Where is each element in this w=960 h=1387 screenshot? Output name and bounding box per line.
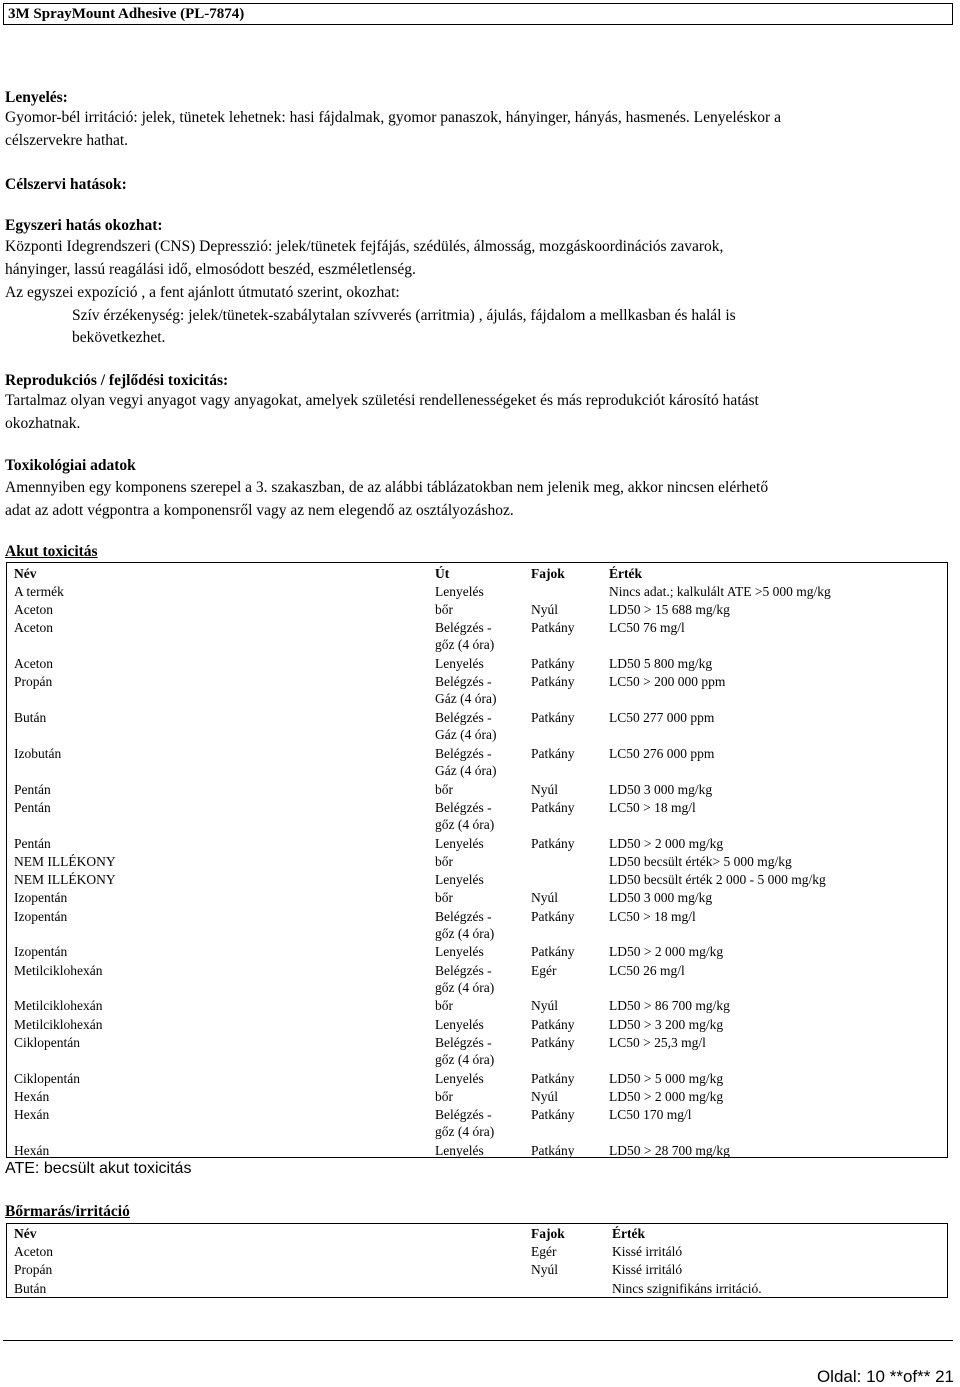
ingestion-text-line1: Gyomor-bél irritáció: jelek, tünetek lehetnek: hasi fájdalmak, gyomor panaszok, hányinger, hányás, hasmenés. Lenyeléskor a <box>5 109 781 126</box>
skin-header-name: Név <box>14 1226 37 1241</box>
repro-text-line2: okozhatnak. <box>5 415 81 432</box>
acute-header-route: Út <box>435 566 450 581</box>
acute-row-species: Patkány <box>531 656 575 672</box>
document-title: 3M SprayMount Adhesive (PL-7874) <box>8 6 245 22</box>
acute-row-species: Nyúl <box>531 1088 558 1104</box>
acute-row-name: Metilciklohexán <box>14 1016 103 1032</box>
acute-row-name: Pentán <box>14 835 51 851</box>
acute-row-value: LD50 becsült érték 2 000 - 5 000 mg/kg <box>609 872 826 888</box>
acute-row-route: bőr <box>435 890 453 906</box>
skin-header-value: Érték <box>612 1226 645 1241</box>
acute-row-name: Izopentán <box>14 908 68 924</box>
acute-row-name: Hexán <box>14 1088 50 1104</box>
acute-row-value: Nincs adat.; kalkulált ATE >5 000 mg/kg <box>609 584 831 599</box>
skin-row-name: Aceton <box>14 1244 53 1259</box>
acute-row-species: Patkány <box>531 800 575 815</box>
skin-row-value: Kissé irritáló <box>612 1262 683 1278</box>
acute-row-species: Nyúl <box>531 602 558 618</box>
acute-row-value: LC50 276 000 ppm <box>609 746 715 761</box>
acute-row-name: Aceton <box>14 602 53 618</box>
acute-row-species: Patkány <box>531 1016 575 1032</box>
acute-row-route-duration: gőz (4 óra) <box>435 925 495 941</box>
acute-row-value: LC50 277 000 ppm <box>609 710 715 726</box>
skin-irritation-table <box>6 1223 948 1298</box>
acute-row-name: Hexán <box>14 1107 50 1122</box>
tox-text-line2: adat az adott végpontra a komponensről vagy az nem elegendő az osztályozáshoz. <box>5 502 514 519</box>
ingestion-text-line2: célszervekre hathat. <box>5 132 129 149</box>
acute-row-species: Patkány <box>531 1142 575 1158</box>
acute-row-route: bőr <box>435 854 453 869</box>
acute-row-route: bőr <box>435 602 453 618</box>
acute-row-species: Nyúl <box>531 998 558 1014</box>
acute-row-route: Belégzés - <box>435 962 492 978</box>
acute-row-value: LD50 > 28 700 mg/kg <box>609 1142 730 1158</box>
acute-row-route: Lenyelés <box>435 1016 484 1032</box>
acute-row-route: Lenyelés <box>435 1070 484 1086</box>
acute-row-name: Propán <box>14 674 53 690</box>
acute-row-route-duration: gőz (4 óra) <box>435 979 495 995</box>
tox-text-line1: Amennyiben egy komponens szerepel a 3. szakaszban, de az alábbi táblázatokban nem jelenik meg, akkor nincsen elérhető <box>5 479 769 496</box>
acute-row-name: Hexán <box>14 1142 50 1158</box>
acute-row-route: Lenyelés <box>435 872 484 888</box>
acute-row-species: Nyúl <box>531 781 558 797</box>
acute-row-name: Aceton <box>14 620 53 636</box>
heart-text-line2: bekövetkezhet. <box>72 329 166 346</box>
acute-row-name: Pentán <box>14 800 51 815</box>
acute-row-species: Patkány <box>531 710 575 726</box>
acute-row-route-duration: gőz (4 óra) <box>435 637 495 653</box>
acute-row-name: A termék <box>14 584 64 599</box>
acute-row-route-duration: gőz (4 óra) <box>435 817 495 832</box>
acute-row-species: Patkány <box>531 1034 575 1050</box>
heart-text-line1: Szív érzékenység: jelek/tünetek-szabálytalan szívverés (arritmia) , ájulás, fájdalom a mellkasban és halál is <box>72 307 736 324</box>
target-organ-heading: Célszervi hatások: <box>5 176 127 193</box>
acute-row-value: LC50 76 mg/l <box>609 620 685 636</box>
acute-row-value: LD50 > 2 000 mg/kg <box>609 835 724 851</box>
acute-row-value: LC50 > 25,3 mg/l <box>609 1034 706 1050</box>
repro-heading: Reprodukciós / fejlődési toxicitás: <box>5 372 229 389</box>
cns-text-line1: Központi Idegrendszeri (CNS) Depresszió: jelek/tünetek fejfájás, szédülés, álmosság, mozgáskoordinációs zavarok, <box>5 238 724 255</box>
acute-row-value: LC50 26 mg/l <box>609 962 685 978</box>
acute-row-value: LC50 > 18 mg/l <box>609 800 696 815</box>
acute-row-route: bőr <box>435 1088 453 1104</box>
cns-text-line2: hányinger, lassú reagálási idő, elmosódott beszéd, eszméletlenség. <box>5 261 416 278</box>
acute-row-route: Lenyelés <box>435 944 484 960</box>
tox-heading: Toxikológiai adatok <box>5 457 136 474</box>
skin-row-name: Propán <box>14 1262 53 1278</box>
acute-row-value: LD50 > 3 200 mg/kg <box>609 1016 724 1032</box>
acute-row-route-duration: Gáz (4 óra) <box>435 691 497 707</box>
acute-row-value: LC50 170 mg/l <box>609 1107 692 1122</box>
acute-row-species: Patkány <box>531 674 575 690</box>
acute-row-route-duration: Gáz (4 óra) <box>435 727 497 743</box>
acute-row-route: Lenyelés <box>435 584 484 599</box>
acute-row-name: Ciklopentán <box>14 1034 80 1050</box>
acute-header-name: Név <box>14 566 37 581</box>
page-number: Oldal: 10 **of** 21 <box>816 1367 954 1386</box>
acute-row-value: LD50 > 15 688 mg/kg <box>609 602 730 618</box>
acute-row-name: Izobután <box>14 746 62 761</box>
acute-row-route: Belégzés - <box>435 674 492 690</box>
skin-row-value: Nincs szignifikáns irritáció. <box>612 1280 762 1296</box>
acute-row-name: Bután <box>14 710 47 726</box>
acute-row-species: Patkány <box>531 746 575 761</box>
ate-note: ATE: becsült akut toxicitás <box>5 1160 192 1177</box>
repro-text-line1: Tartalmaz olyan vegyi anyagot vagy anyagokat, amelyek születési rendellenességeket és más reprodukciót károsító hatást <box>5 392 759 409</box>
acute-row-species: Patkány <box>531 835 575 851</box>
acute-row-route: bőr <box>435 998 453 1014</box>
acute-row-route: Lenyelés <box>435 835 484 851</box>
exposure-text: Az egyszei expozíció , a fent ajánlott útmutató szerint, okozhat: <box>5 284 400 301</box>
acute-row-route: Belégzés - <box>435 746 492 761</box>
ingestion-heading: Lenyelés: <box>5 89 68 106</box>
acute-row-species: Patkány <box>531 620 575 636</box>
acute-row-route: Lenyelés <box>435 1142 484 1158</box>
acute-row-value: LD50 5 800 mg/kg <box>609 656 713 672</box>
acute-row-value: LD50 3 000 mg/kg <box>609 890 713 906</box>
acute-row-value: LD50 > 2 000 mg/kg <box>609 1088 724 1104</box>
acute-row-value: LD50 becsült érték> 5 000 mg/kg <box>609 854 792 869</box>
acute-header-species: Fajok <box>531 566 565 581</box>
skin-header-species: Fajok <box>531 1226 565 1241</box>
acute-row-name: Aceton <box>14 656 53 672</box>
acute-row-value: LD50 > 2 000 mg/kg <box>609 944 724 960</box>
acute-row-route: Belégzés - <box>435 620 492 636</box>
acute-row-route-duration: gőz (4 óra) <box>435 1124 495 1139</box>
acute-toxicity-heading: Akut toxicitás <box>5 543 98 560</box>
acute-row-value: LD50 3 000 mg/kg <box>609 781 713 797</box>
acute-row-route: Belégzés - <box>435 1107 492 1122</box>
document-header <box>3 3 953 25</box>
acute-row-name: Metilciklohexán <box>14 962 103 978</box>
acute-row-route: Belégzés - <box>435 1034 492 1050</box>
acute-row-species: Patkány <box>531 1070 575 1086</box>
skin-row-value: Kissé irritáló <box>612 1244 683 1259</box>
acute-row-value: LC50 > 18 mg/l <box>609 908 696 924</box>
skin-row-name: Bután <box>14 1280 47 1296</box>
acute-row-species: Nyúl <box>531 890 558 906</box>
acute-row-value: LC50 > 200 000 ppm <box>609 674 726 690</box>
acute-header-value: Érték <box>609 566 642 581</box>
acute-row-route: Lenyelés <box>435 656 484 672</box>
acute-toxicity-table <box>6 562 948 1158</box>
acute-row-name: Ciklopentán <box>14 1070 80 1086</box>
acute-row-route-duration: Gáz (4 óra) <box>435 763 497 778</box>
acute-row-species: Egér <box>531 962 557 978</box>
skin-irritation-heading: Bőrmarás/irritáció <box>5 1203 130 1220</box>
acute-row-value: LD50 > 86 700 mg/kg <box>609 998 730 1014</box>
acute-row-name: NEM ILLÉKONY <box>14 872 116 888</box>
acute-row-name: Izopentán <box>14 944 68 960</box>
skin-row-species: Nyúl <box>531 1262 558 1278</box>
acute-row-species: Patkány <box>531 908 575 924</box>
acute-row-species: Patkány <box>531 1107 575 1122</box>
acute-row-name: Izopentán <box>14 890 68 906</box>
acute-row-name: Pentán <box>14 781 51 797</box>
acute-row-route: Belégzés - <box>435 710 492 726</box>
single-exposure-heading: Egyszeri hatás okozhat: <box>5 217 163 234</box>
acute-row-species: Patkány <box>531 944 575 960</box>
skin-row-species: Egér <box>531 1244 557 1259</box>
acute-row-name: NEM ILLÉKONY <box>14 854 116 869</box>
acute-row-name: Metilciklohexán <box>14 998 103 1014</box>
acute-row-route-duration: gőz (4 óra) <box>435 1051 495 1067</box>
acute-row-route: Belégzés - <box>435 908 492 924</box>
acute-row-route: Belégzés - <box>435 800 492 815</box>
footer-divider <box>3 1340 953 1341</box>
acute-row-route: bőr <box>435 781 453 797</box>
acute-row-value: LD50 > 5 000 mg/kg <box>609 1070 724 1086</box>
